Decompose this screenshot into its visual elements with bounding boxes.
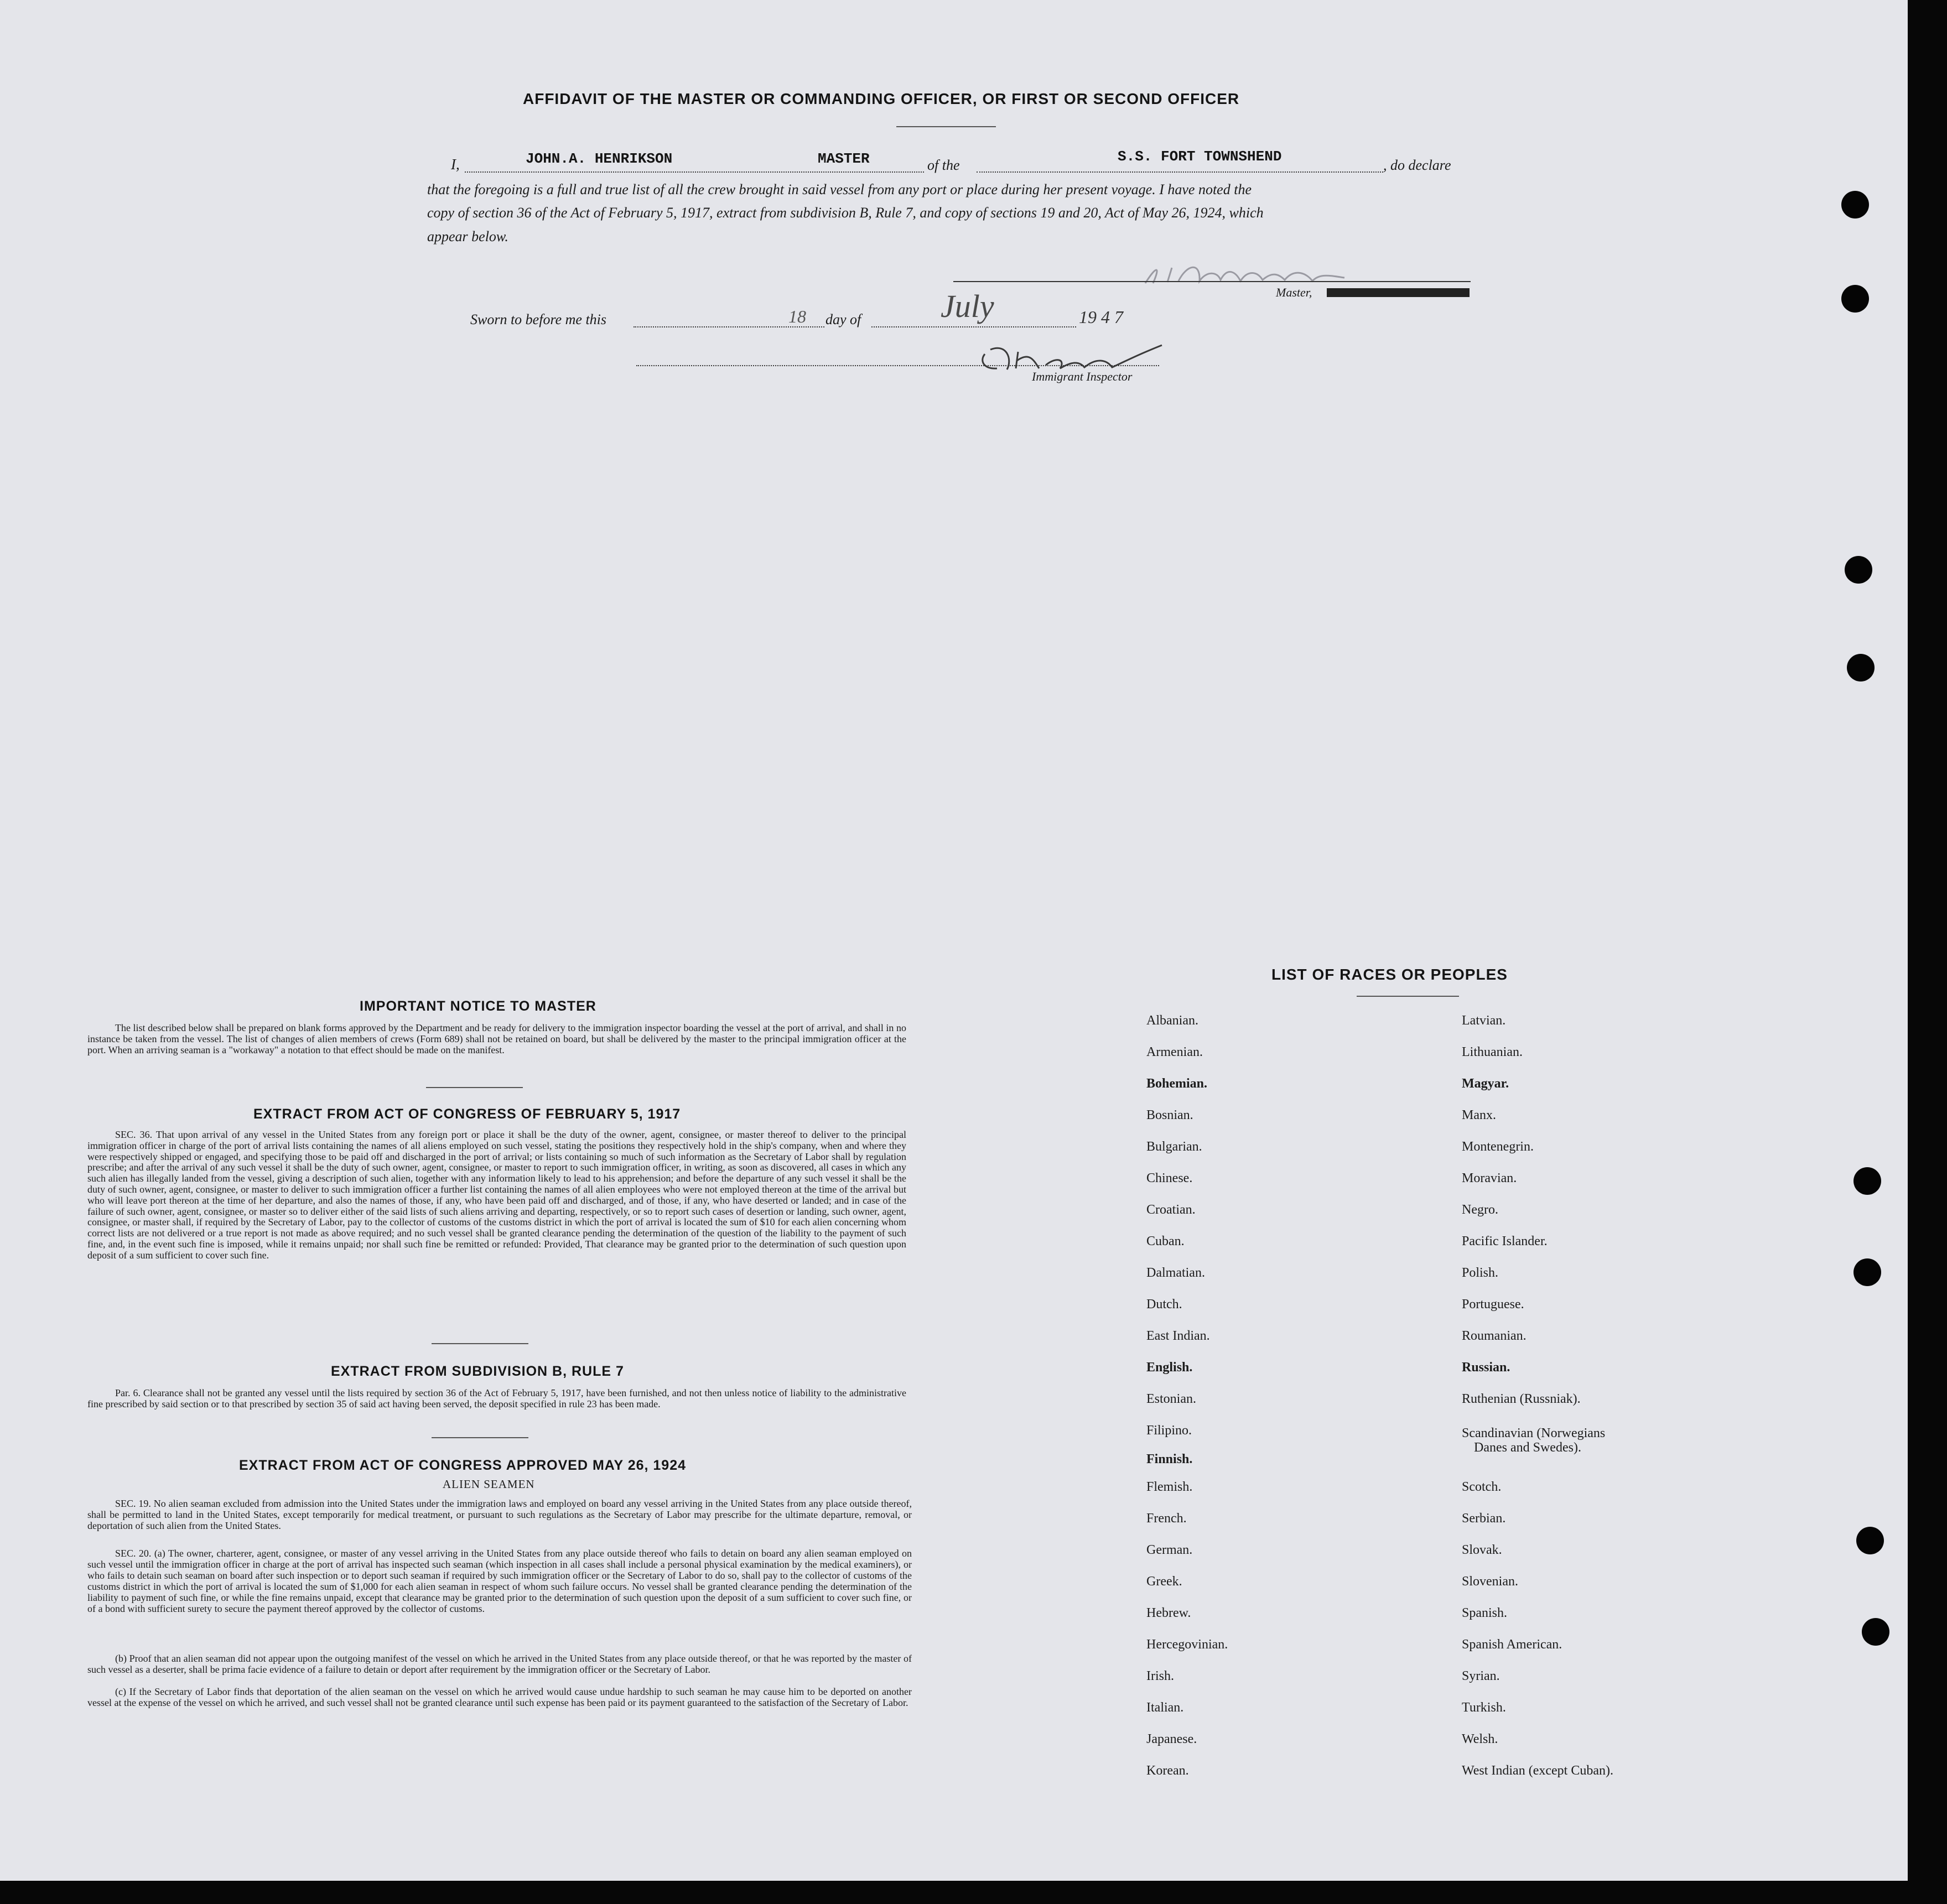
- race-item: Scandinavian (Norwegians: [1462, 1426, 1606, 1440]
- race-item: Danes and Swedes).: [1474, 1440, 1581, 1455]
- race-item: Greek.: [1146, 1574, 1182, 1589]
- section-rule-1: [426, 1087, 523, 1088]
- extract-1924-sec20b: (b) Proof that an alien seaman did not appear upon the outgoing manifest of the vessel on which he arrived in the United States from any place outside thereof, or that he was reported by the master of such vessel as a deserter, shall be prima facie evidence of a failure to detain or deport after requirement by the immigration officer or the Secretary of Labor.: [87, 1653, 912, 1675]
- rank-field: MASTER: [818, 150, 870, 167]
- master-signature-line: [953, 281, 1471, 282]
- scan-border-right: [1908, 0, 1947, 1904]
- race-item: Cuban.: [1146, 1234, 1185, 1248]
- title-rule: [896, 126, 996, 127]
- declare-label: , do declare: [1383, 157, 1451, 173]
- race-item: Welsh.: [1462, 1732, 1498, 1746]
- extract-1917-text: SEC. 36. That upon arrival of any vessel in the United States from any foreign port or place it shall be the duty of the owner, agent, consignee, or master thereof to deliver to the principal immigration officer in charge of the port of arrival lists containing the names of all aliens employed on such vessel, stating the positions they respectively hold in the ship's company, when and where they were respectively shipped or engaged, and specifying those to be paid off and discharged in the port of arrival; or lists containing so much of such information as the Secretary of Labor shall by regulation prescribe; and after the arrival of any such vessel it shall be the duty of such owner, agent, consignee, or master to report to such immigration officer, in writing, as soon as discovered, all cases in which any such alien has illegally landed from the vessel, giving a description of such alien, together with any information likely to lead to his apprehension; and before the departure of any such vessel it shall be the duty of such owner, agent, consignee, or master to deliver to such immigration officer a further list containing the names of all alien employees who were not employed thereon at the time of the arrival but who will leave port thereon at the time of her departure, and also the names of those, if any, who have been paid off and discharged, and of those, if any, who have deserted or landed; and in case of the failure of such owner, agent, consignee, or master so to deliver either of the said lists of such aliens arriving and departing, respectively, or so to report such cases of desertion or landing, such owner, agent, consignee, or master shall, if required by the Secretary of Labor, pay to the collector of customs of the customs district in which the port of arrival is located the sum of $10 for each alien concerning whom correct lists are not delivered or a true report is not made as above required; and no such vessel shall be granted clearance pending the determination of the question of the liability to the payment of such fine, and, in the event such fine is imposed, while it remains unpaid; nor shall such fine be remitted or refunded: Provided, That clearance may be granted prior to the determination of such question upon deposit of a sum sufficient to cover such fine.: [87, 1129, 906, 1261]
- master-name-field: JOHN.A. HENRIKSON: [526, 150, 673, 167]
- race-item: Bulgarian.: [1146, 1140, 1202, 1154]
- race-item: Scotch.: [1462, 1480, 1502, 1494]
- race-item: Hebrew.: [1146, 1606, 1191, 1620]
- race-item: Lithuanian.: [1462, 1045, 1523, 1059]
- race-item: Montenegrin.: [1462, 1140, 1534, 1154]
- race-item: Albanian.: [1146, 1013, 1198, 1028]
- race-item: Flemish.: [1146, 1480, 1193, 1494]
- extract-1924-subtitle: ALIEN SEAMEN: [443, 1478, 535, 1491]
- race-item: Dutch.: [1146, 1297, 1182, 1312]
- affidavit-body-line-3: appear below.: [427, 228, 508, 244]
- race-item: Pacific Islander.: [1462, 1234, 1548, 1248]
- race-item: Ruthenian (Russniak).: [1462, 1392, 1581, 1406]
- binder-hole: [1847, 654, 1875, 682]
- race-item: Hercegovinian.: [1146, 1637, 1228, 1652]
- race-item: Chinese.: [1146, 1171, 1193, 1185]
- race-item: Slovenian.: [1462, 1574, 1518, 1589]
- binder-hole: [1853, 1258, 1881, 1286]
- binder-hole: [1845, 556, 1872, 584]
- binder-hole: [1841, 191, 1869, 219]
- race-item: Roumanian.: [1462, 1329, 1527, 1343]
- affidavit-body-line-2: copy of section 36 of the Act of February 5, 1917, extract from subdivision B, Rule 7, and copy of sections 19 and 20, Act of May 26, 1924, which: [427, 205, 1264, 221]
- extract-1924-title: EXTRACT FROM ACT OF CONGRESS APPROVED MAY 26, 1924: [239, 1458, 687, 1473]
- race-item: Polish.: [1462, 1266, 1499, 1280]
- sworn-month-value: July: [941, 288, 994, 324]
- binder-hole: [1862, 1618, 1889, 1646]
- name-line: [465, 171, 924, 173]
- race-item: Russian.: [1462, 1360, 1510, 1375]
- extract-rule7-title: EXTRACT FROM SUBDIVISION B, RULE 7: [331, 1364, 624, 1379]
- binder-hole: [1841, 285, 1869, 313]
- race-item: Spanish American.: [1462, 1637, 1562, 1652]
- race-item: Italian.: [1146, 1700, 1184, 1715]
- race-item: Croatian.: [1146, 1203, 1196, 1217]
- race-item: Irish.: [1146, 1669, 1174, 1683]
- race-item: Armenian.: [1146, 1045, 1203, 1059]
- extract-1924-sec20c: (c) If the Secretary of Labor finds that deportation of the alien seaman on the vessel on which he arrived would cause undue hardship to such seaman he may cause him to be deported on another vessel at the expense of the vessel on which he arrived, and such vessel shall not be granted clearance until such expense has been paid or its payment guaranteed to the satisfaction of the Secretary of Labor.: [87, 1686, 912, 1708]
- scan-border-bottom: [0, 1881, 1947, 1904]
- sworn-month-line: [871, 326, 1076, 327]
- extract-1924-sec19: SEC. 19. No alien seaman excluded from admission into the United States under the immigration laws and employed on board any vessel arriving in the United States from any place outside thereof, shall be permitted to land in the United States, except temporarily for medical treatment, or pursuant to such regulations as the Secretary of Labor may prescribe for the ultimate departure, removal, or deportation of such alien from the United States.: [87, 1498, 912, 1531]
- races-left-column: [1146, 1012, 1312, 1794]
- inspector-caption: Immigrant Inspector: [1032, 370, 1133, 383]
- binder-hole: [1856, 1527, 1884, 1554]
- race-item: Negro.: [1462, 1203, 1498, 1217]
- races-right-column: [1462, 1012, 1738, 1794]
- extract-1917-title: EXTRACT FROM ACT OF CONGRESS OF FEBRUARY 5, 1917: [253, 1106, 681, 1122]
- race-item: East Indian.: [1146, 1329, 1210, 1343]
- race-item: Dalmatian.: [1146, 1266, 1205, 1280]
- section-rule-3: [432, 1437, 528, 1438]
- race-item: Magyar.: [1462, 1076, 1509, 1091]
- affidavit-title: AFFIDAVIT OF THE MASTER OR COMMANDING OFFICER, OR FIRST OR SECOND OFFICER: [523, 90, 1240, 107]
- race-item: Spanish.: [1462, 1606, 1508, 1620]
- race-item: Serbian.: [1462, 1511, 1506, 1526]
- extract-1924-sec20a: SEC. 20. (a) The owner, charterer, agent, consignee, or master of any vessel arriving in the United States from any place outside thereof who fails to detain on board any alien seaman employed on such vessel until the immigration officer in charge at the port of arrival has inspected such seaman (which inspection in all cases shall include a personal physical examination by the medical examiners), or who fails to detain such seaman on board after such inspection or to deport such seaman if required by such immigration officer or the Secretary of Labor to do so, shall pay to the collector of customs of the customs district in which the port of arrival is located the sum of $1,000 for each alien seaman in respect of whom such failure occurs. No vessel shall be granted clearance pending the determination of the liability to payment of such fine, or while the fine remains unpaid, except that clearance may be granted prior to the determination of such question upon the deposit of a sum sufficient to cover such fine, or of a bond with sufficient surety to secure the payment thereof approved by the collector of customs.: [87, 1548, 912, 1614]
- race-item: Estonian.: [1146, 1392, 1196, 1406]
- master-signature: [1134, 254, 1372, 293]
- vessel-name-field: S.S. FORT TOWNSHEND: [1118, 148, 1282, 165]
- races-title: LIST OF RACES OR PEOPLES: [1271, 966, 1508, 983]
- affidavit-body-line-1: that the foregoing is a full and true list of all the crew brought in said vessel from any port or place during her present voyage. I have noted the: [427, 181, 1252, 197]
- race-item: Bohemian.: [1146, 1076, 1208, 1091]
- sworn-day-value: 18: [788, 306, 806, 326]
- race-item: Portuguese.: [1462, 1297, 1524, 1312]
- inspector-signature-line: [636, 365, 1159, 366]
- race-item: Latvian.: [1462, 1013, 1506, 1028]
- races-title-rule: [1357, 996, 1459, 997]
- binder-hole: [1853, 1167, 1881, 1195]
- race-item: Slovak.: [1462, 1543, 1502, 1557]
- race-item: German.: [1146, 1543, 1193, 1557]
- sworn-year-value: 19 4 7: [1079, 307, 1123, 327]
- of-the-label: of the: [927, 157, 960, 173]
- race-item: English.: [1146, 1360, 1193, 1375]
- race-item: Moravian.: [1462, 1171, 1517, 1185]
- master-caption: Master,: [1276, 285, 1312, 299]
- extract-rule7-text: Par. 6. Clearance shall not be granted any vessel until the lists required by section 36 of the Act of February 5, 1917, have been furnished, and not then unless notice of liability to the administrative fine prescribed by said section or to that prescribed by section 35 of said act having been served, the deposit specified in rule 23 has been made.: [87, 1387, 906, 1409]
- race-item: Manx.: [1462, 1108, 1496, 1122]
- affidavit-lead: I,: [451, 156, 460, 173]
- race-item: Korean.: [1146, 1763, 1189, 1778]
- race-item: French.: [1146, 1511, 1187, 1526]
- race-item: Turkish.: [1462, 1700, 1506, 1715]
- day-of-label: day of: [825, 311, 861, 327]
- race-item: Japanese.: [1146, 1732, 1197, 1746]
- sworn-label: Sworn to before me this: [470, 311, 607, 327]
- vessel-line: [977, 171, 1383, 173]
- race-item: Syrian.: [1462, 1669, 1500, 1683]
- notice-text: The list described below shall be prepared on blank forms approved by the Department and be ready for delivery to the immigration inspector boarding the vessel at the port of arrival, and shall in no instance be taken from the vessel. The list of changes of alien members of crews (Form 689) shall not be retained on board, but shall be delivered by the master to the principal immigration officer at the port. When an arriving seaman is a "workaway" a notation to that effect should be made on the manifest.: [87, 1022, 906, 1055]
- section-rule-2: [432, 1343, 528, 1344]
- race-item: Bosnian.: [1146, 1108, 1193, 1122]
- notice-title: IMPORTANT NOTICE TO MASTER: [360, 998, 596, 1014]
- struck-officer-text: [1327, 288, 1470, 297]
- race-item: Finnish.: [1146, 1452, 1193, 1466]
- race-item: West Indian (except Cuban).: [1462, 1763, 1613, 1778]
- race-item: Filipino.: [1146, 1423, 1192, 1438]
